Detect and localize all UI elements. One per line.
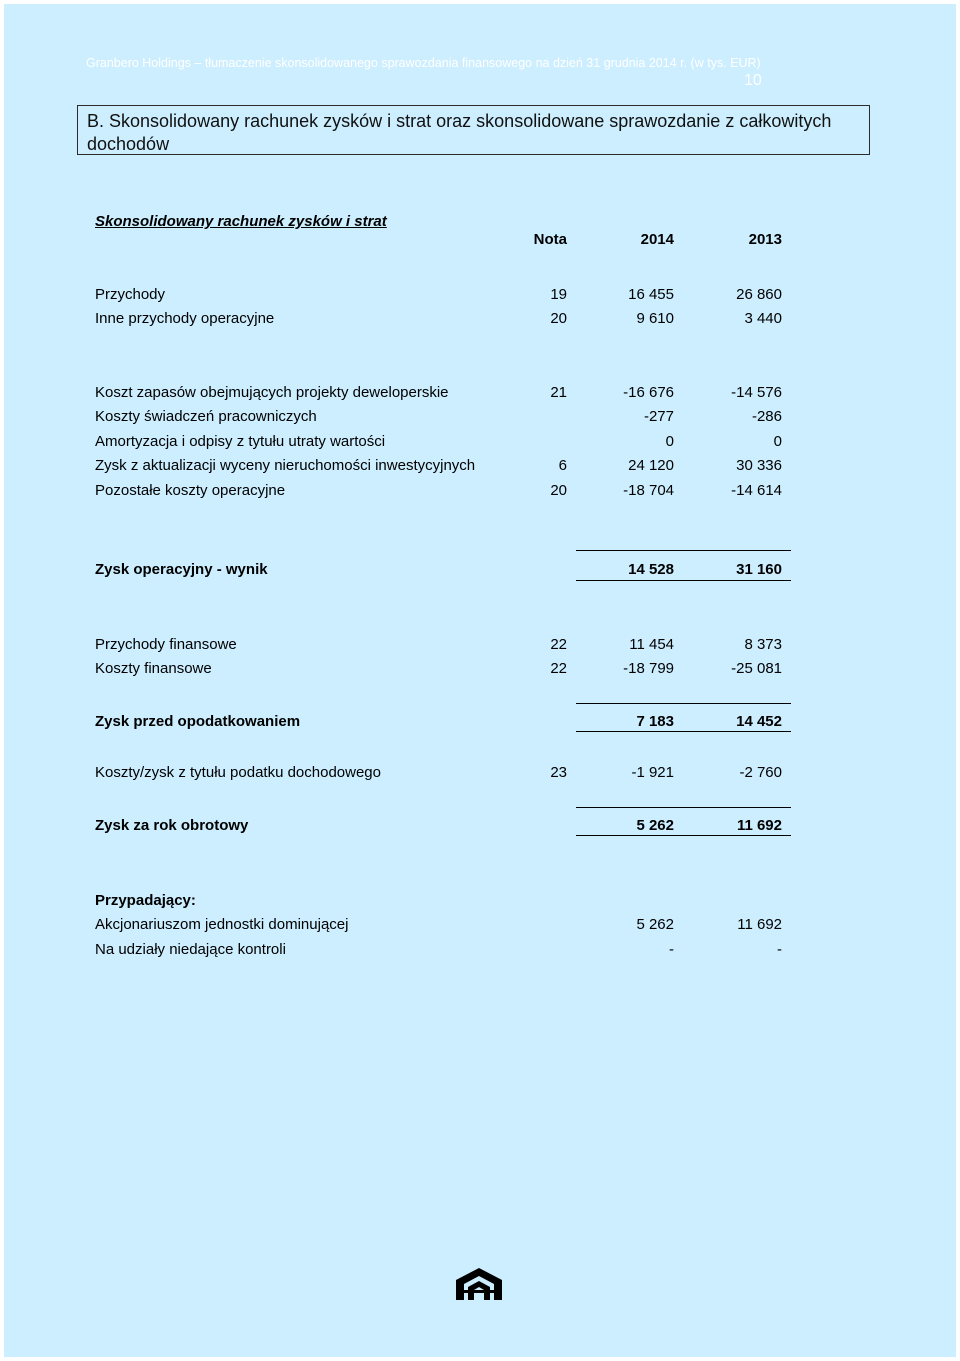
row-value-2013: 26 860 (736, 286, 782, 303)
row-nota: 21 (550, 384, 567, 401)
subtotal-rule-top (576, 703, 791, 704)
row-label: Amortyzacja i odpisy z tytułu utraty wartości (95, 433, 386, 450)
column-header-2013: 2013 (748, 231, 782, 248)
row-value-2014: 14 528 (628, 561, 674, 578)
table-row (95, 457, 795, 477)
row-nota: 6 (558, 457, 567, 474)
row-value-2014: -16 676 (623, 384, 674, 401)
row-nota: 22 (550, 660, 567, 677)
total-rule-top (576, 807, 791, 808)
table-row (95, 384, 795, 404)
row-value-2014: -18 799 (623, 660, 674, 677)
column-header-nota: Nota (533, 231, 567, 248)
row-value-2014: 11 454 (629, 636, 674, 653)
row-label: Koszty świadczeń pracowniczych (95, 408, 317, 425)
column-header-2014: 2014 (640, 231, 674, 248)
section-title: B. Skonsolidowany rachunek zysków i strat oraz skonsolidowane sprawozdanie z całkowitych dochodów (87, 111, 832, 154)
row-value-2014: 24 120 (628, 457, 674, 474)
page (4, 4, 956, 1357)
row-label: Akcjonariuszom jednostki dominującej (95, 916, 349, 933)
row-value-2013: - (777, 941, 782, 958)
subtotal-rule-bottom (576, 580, 791, 581)
table-row (95, 433, 795, 453)
row-value-2014: - (669, 941, 674, 958)
subtotal-rule-bottom (576, 731, 791, 732)
subtotal-rule-top (576, 550, 791, 551)
row-value-2013: -286 (751, 408, 782, 425)
row-label: Zysk operacyjny - wynik (95, 561, 268, 578)
section-title-box (77, 105, 870, 155)
table-row (95, 660, 795, 680)
company-logo-icon (456, 1266, 502, 1300)
row-value-2013: 3 440 (744, 310, 782, 327)
table-row (95, 408, 795, 428)
row-value-2013: -2 760 (739, 764, 782, 781)
row-value-2014: -1 921 (631, 764, 674, 781)
column-header-row (95, 231, 795, 251)
row-value-2013: -25 081 (731, 660, 782, 677)
row-nota: 20 (550, 310, 567, 327)
row-nota: 22 (550, 636, 567, 653)
row-label: Na udziały niedające kontroli (95, 941, 286, 958)
row-value-2014: 5 262 (636, 817, 674, 834)
row-label: Koszty/zysk z tytułu podatku dochodowego (95, 764, 381, 781)
row-value-2014: -18 704 (623, 482, 674, 499)
row-value-2013: 8 373 (744, 636, 782, 653)
row-value-2014: 9 610 (636, 310, 674, 327)
running-header: Granbero Holdings – tłumaczenie skonsolidowanego sprawozdania finansowego na dzień 31 grudnia 2014 r. (w tys. EUR) (86, 56, 761, 70)
row-value-2013: 31 160 (736, 561, 782, 578)
row-value-2014: -277 (643, 408, 674, 425)
row-label: Zysk za rok obrotowy (95, 817, 249, 834)
attributable-heading (95, 892, 795, 912)
table-row (95, 941, 795, 961)
row-nota: 23 (550, 764, 567, 781)
table-row (95, 310, 795, 330)
row-value-2013: 30 336 (736, 457, 782, 474)
statement-title: Skonsolidowany rachunek zysków i strat (95, 213, 387, 230)
row-value-2013: 11 692 (737, 916, 782, 933)
total-rule-bottom (576, 835, 791, 836)
row-label: Inne przychody operacyjne (95, 310, 275, 327)
row-nota: 19 (550, 286, 567, 303)
row-label: Przychody finansowe (95, 636, 237, 653)
table-row (95, 764, 795, 784)
page-number: 10 (744, 72, 762, 89)
row-label: Przychody (95, 286, 166, 303)
row-value-2014: 16 455 (628, 286, 674, 303)
row-label: Zysk przed opodatkowaniem (95, 713, 301, 730)
row-value-2014: 0 (665, 433, 674, 450)
row-label: Koszt zapasów obejmujących projekty deweloperskie (95, 384, 449, 401)
total-row (95, 817, 795, 837)
row-value-2013: -14 576 (731, 384, 782, 401)
row-label: Zysk z aktualizacji wyceny nieruchomości inwestycyjnych (95, 457, 476, 474)
row-label: Pozostałe koszty operacyjne (95, 482, 286, 499)
row-value-2013: 11 692 (736, 817, 782, 834)
table-row (95, 636, 795, 656)
table-row (95, 286, 795, 306)
row-value-2013: 14 452 (736, 713, 782, 730)
row-value-2013: 0 (773, 433, 782, 450)
row-label: Koszty finansowe (95, 660, 212, 677)
row-label: Przypadający: (95, 892, 196, 909)
row-value-2014: 5 262 (636, 916, 674, 933)
table-row (95, 482, 795, 502)
row-value-2013: -14 614 (731, 482, 782, 499)
table-row (95, 916, 795, 936)
row-nota: 20 (550, 482, 567, 499)
subtotal-row (95, 561, 795, 581)
subtotal-row (95, 713, 795, 733)
row-value-2014: 7 183 (636, 713, 674, 730)
